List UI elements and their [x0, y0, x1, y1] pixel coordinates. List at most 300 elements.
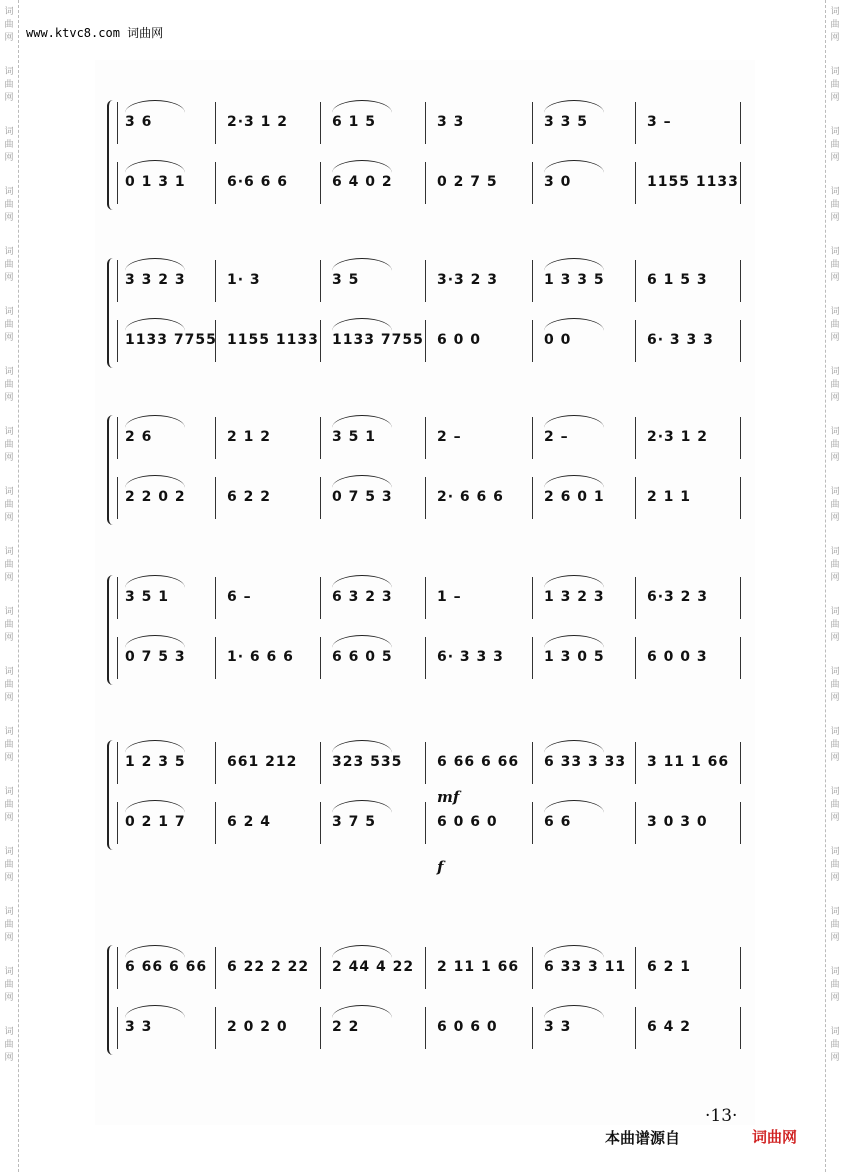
side-watermark-char: 曲 [4, 980, 14, 990]
side-watermark [0, 786, 18, 825]
slur-mark [125, 635, 185, 648]
bar-line [635, 477, 636, 519]
lower-measure: 2 2 [332, 1019, 360, 1035]
side-watermark-char: 网 [4, 153, 14, 163]
side-watermark-char: 词 [4, 667, 14, 677]
bar-line [635, 802, 636, 844]
side-watermark [826, 186, 844, 225]
music-score [95, 60, 755, 1125]
side-watermark-char: 词 [830, 907, 840, 917]
bar-line [425, 320, 426, 362]
side-watermark [826, 486, 844, 525]
side-watermark-char: 曲 [830, 620, 840, 630]
bar-line [740, 162, 741, 204]
bar-line [320, 947, 321, 989]
side-watermark [826, 546, 844, 585]
bar-line [320, 1007, 321, 1049]
side-watermark [826, 666, 844, 705]
bar-line [320, 162, 321, 204]
staff-brace [107, 740, 117, 850]
lower-measure: 6· 3 3 3 [437, 649, 504, 665]
score-system [95, 405, 755, 555]
side-watermark [0, 606, 18, 645]
bar-line [532, 742, 533, 784]
side-watermark-char: 词 [4, 967, 14, 977]
side-watermark-char: 曲 [4, 380, 14, 390]
lower-measure: 3 3 [544, 1019, 572, 1035]
side-watermark-char: 曲 [830, 80, 840, 90]
staff-brace [107, 258, 117, 368]
side-watermark-char: 词 [830, 607, 840, 617]
side-watermark-char: 词 [830, 1027, 840, 1037]
side-watermark-char: 网 [4, 633, 14, 643]
bar-line [117, 477, 118, 519]
bar-line [215, 417, 216, 459]
side-watermark-char: 网 [830, 813, 840, 823]
side-watermark-char: 词 [830, 7, 840, 17]
bar-line [215, 577, 216, 619]
bar-line [635, 1007, 636, 1049]
bar-line [740, 742, 741, 784]
upper-measure: 2 1 2 [227, 429, 271, 445]
bar-line [320, 637, 321, 679]
side-watermark-char: 曲 [4, 560, 14, 570]
side-watermark-char: 网 [830, 333, 840, 343]
side-watermark [826, 366, 844, 405]
upper-measure: 661 212 [227, 754, 298, 770]
side-watermark-char: 词 [4, 67, 14, 77]
side-watermark-char: 网 [830, 993, 840, 1003]
side-watermark-char: 词 [4, 1027, 14, 1037]
side-watermark-char: 网 [830, 573, 840, 583]
bar-line [740, 417, 741, 459]
lower-measure: 1133 7755 [332, 332, 424, 348]
side-watermark-char: 词 [830, 967, 840, 977]
bar-line [215, 260, 216, 302]
upper-measure: 6 66 6 66 [437, 754, 520, 770]
upper-measure: 1 2 3 5 [125, 754, 186, 770]
bar-line [425, 637, 426, 679]
lower-measure: 1· 6 6 6 [227, 649, 294, 665]
bar-line [740, 260, 741, 302]
bar-line [635, 742, 636, 784]
bar-line [740, 477, 741, 519]
bar-line [635, 637, 636, 679]
bar-line [215, 947, 216, 989]
slur-mark [544, 635, 604, 648]
side-watermark-char: 词 [4, 727, 14, 737]
lower-measure: 1133 7755 [125, 332, 217, 348]
bar-line [740, 577, 741, 619]
side-watermark [0, 66, 18, 105]
slur-mark [544, 258, 604, 271]
bar-line [740, 802, 741, 844]
slur-mark [332, 318, 392, 331]
side-watermark-char: 曲 [830, 980, 840, 990]
side-watermark-char: 曲 [830, 920, 840, 930]
staff-brace [107, 100, 117, 210]
side-watermark-char: 网 [830, 753, 840, 763]
side-watermark-char: 曲 [4, 200, 14, 210]
lower-measure: 0 7 5 3 [125, 649, 186, 665]
slur-mark [332, 415, 392, 428]
bar-line [215, 742, 216, 784]
side-watermark-char: 词 [4, 307, 14, 317]
side-watermark-char: 网 [830, 273, 840, 283]
bar-line [117, 1007, 118, 1049]
side-watermark-char: 网 [4, 213, 14, 223]
bar-line [425, 742, 426, 784]
side-watermark-char: 曲 [830, 140, 840, 150]
side-watermark-char: 曲 [830, 740, 840, 750]
bar-line [532, 477, 533, 519]
bar-line [532, 577, 533, 619]
side-watermark-char: 网 [4, 273, 14, 283]
side-watermark-char: 曲 [830, 500, 840, 510]
side-watermark-char: 词 [830, 247, 840, 257]
side-watermark-char: 曲 [830, 680, 840, 690]
bar-line [425, 577, 426, 619]
side-watermark-char: 词 [4, 787, 14, 797]
side-watermark-char: 词 [830, 67, 840, 77]
lower-measure: 0 1 3 1 [125, 174, 186, 190]
slur-mark [544, 945, 604, 958]
lower-measure: 3 0 [544, 174, 572, 190]
lower-measure: 6 0 0 3 [647, 649, 708, 665]
bar-line [117, 742, 118, 784]
bar-line [215, 802, 216, 844]
side-watermark [0, 966, 18, 1005]
bar-line [320, 260, 321, 302]
side-watermark-char: 网 [4, 873, 14, 883]
side-watermark-char: 曲 [830, 200, 840, 210]
bar-line [635, 260, 636, 302]
bar-line [740, 947, 741, 989]
side-watermark-char: 网 [830, 93, 840, 103]
slur-mark [125, 160, 185, 173]
upper-measure: 2 – [437, 429, 462, 445]
side-watermark-char: 曲 [4, 320, 14, 330]
lower-measure: 6· 3 3 3 [647, 332, 714, 348]
side-watermark-char: 网 [830, 393, 840, 403]
upper-measure: 3 3 5 [544, 114, 588, 130]
lower-measure: 0 2 7 5 [437, 174, 498, 190]
bar-line [532, 162, 533, 204]
side-watermark-char: 曲 [4, 680, 14, 690]
upper-measure: 3 3 [437, 114, 465, 130]
upper-measure: 323 535 [332, 754, 403, 770]
side-watermark-char: 曲 [830, 20, 840, 30]
bar-line [320, 320, 321, 362]
side-watermark-char: 网 [4, 753, 14, 763]
upper-measure: 6 2 1 [647, 959, 691, 975]
slur-mark [332, 1005, 392, 1018]
upper-measure: 2 6 [125, 429, 153, 445]
upper-measure: 6 1 5 [332, 114, 376, 130]
side-watermark-char: 网 [830, 33, 840, 43]
slur-mark [544, 575, 604, 588]
side-watermark-char: 曲 [830, 320, 840, 330]
side-watermark [826, 6, 844, 45]
slur-mark [332, 740, 392, 753]
score-system [95, 730, 755, 880]
lower-measure: 0 0 [544, 332, 572, 348]
upper-measure: 2 44 4 22 [332, 959, 415, 975]
side-watermark-char: 曲 [4, 800, 14, 810]
footer-site-link[interactable]: 词曲网 [752, 1128, 798, 1146]
bar-line [635, 577, 636, 619]
side-watermark-char: 网 [830, 153, 840, 163]
slur-mark [544, 740, 604, 753]
side-watermark-char: 词 [4, 187, 14, 197]
upper-measure: 6·3 2 3 [647, 589, 709, 605]
upper-measure: 6 3 2 3 [332, 589, 393, 605]
side-watermark-char: 网 [4, 453, 14, 463]
side-watermark-char: 曲 [830, 380, 840, 390]
side-watermark [826, 306, 844, 345]
side-watermark-char: 网 [830, 633, 840, 643]
slur-mark [125, 415, 185, 428]
lower-measure: 2 0 2 0 [227, 1019, 288, 1035]
staff-brace [107, 575, 117, 685]
side-watermark-char: 网 [4, 573, 14, 583]
side-watermark-char: 网 [4, 693, 14, 703]
side-watermark [826, 1026, 844, 1065]
lower-measure: 6 0 0 [437, 332, 481, 348]
bar-line [117, 260, 118, 302]
upper-measure: 6 22 2 22 [227, 959, 310, 975]
bar-line [635, 102, 636, 144]
side-watermark-char: 词 [4, 847, 14, 857]
side-watermark-char: 曲 [4, 740, 14, 750]
side-watermark-char: 曲 [830, 1040, 840, 1050]
side-watermark [0, 426, 18, 465]
upper-measure: 2·3 1 2 [227, 114, 289, 130]
bar-line [320, 102, 321, 144]
upper-measure: 6 66 6 66 [125, 959, 208, 975]
slur-mark [332, 575, 392, 588]
bar-line [532, 947, 533, 989]
lower-measure: 6·6 6 6 [227, 174, 289, 190]
bar-line [117, 947, 118, 989]
slur-mark [332, 475, 392, 488]
upper-measure: 2 – [544, 429, 569, 445]
side-watermark-char: 词 [830, 667, 840, 677]
slur-mark [544, 100, 604, 113]
side-watermark [0, 546, 18, 585]
side-watermark-char: 词 [4, 427, 14, 437]
side-watermark-char: 网 [830, 693, 840, 703]
slur-mark [332, 635, 392, 648]
side-watermark-char: 曲 [4, 260, 14, 270]
side-watermark [826, 426, 844, 465]
side-watermark-char: 词 [4, 367, 14, 377]
score-system [95, 935, 755, 1085]
side-watermark [0, 186, 18, 225]
bar-line [215, 477, 216, 519]
bar-line [320, 477, 321, 519]
slur-mark [332, 800, 392, 813]
watermark-url: www.ktvc8.com 词曲网 [26, 26, 164, 40]
side-watermark [826, 126, 844, 165]
side-watermark [0, 726, 18, 765]
footer-source-text: 本曲谱源自 [605, 1129, 681, 1147]
side-watermark [0, 246, 18, 285]
score-system [95, 90, 755, 240]
slur-mark [125, 475, 185, 488]
side-watermark-char: 网 [4, 513, 14, 523]
bar-line [425, 802, 426, 844]
staff-brace [107, 415, 117, 525]
upper-measure: 3 3 2 3 [125, 272, 186, 288]
side-watermark [0, 486, 18, 525]
side-watermark-char: 词 [4, 7, 14, 17]
upper-measure: 1· 3 [227, 272, 261, 288]
lower-measure: 0 2 1 7 [125, 814, 186, 830]
side-watermark-char: 曲 [830, 860, 840, 870]
bar-line [532, 1007, 533, 1049]
bar-line [635, 947, 636, 989]
side-watermark-char: 词 [830, 787, 840, 797]
bar-line [425, 477, 426, 519]
upper-measure: 3 5 [332, 272, 360, 288]
side-watermark-char: 词 [830, 427, 840, 437]
side-watermark-char: 网 [830, 513, 840, 523]
bar-line [215, 637, 216, 679]
side-watermark-char: 网 [4, 393, 14, 403]
side-watermark-char: 网 [830, 933, 840, 943]
bar-line [532, 320, 533, 362]
bar-line [532, 637, 533, 679]
side-watermark-char: 词 [830, 367, 840, 377]
slur-mark [125, 740, 185, 753]
bar-line [320, 802, 321, 844]
upper-measure: 2 11 1 66 [437, 959, 520, 975]
side-watermark-char: 网 [830, 1053, 840, 1063]
side-watermark-char: 网 [4, 333, 14, 343]
upper-measure: 6 – [227, 589, 252, 605]
side-watermark-char: 曲 [4, 920, 14, 930]
bar-line [532, 260, 533, 302]
side-watermark [0, 306, 18, 345]
upper-measure: 3 – [647, 114, 672, 130]
side-watermark-char: 词 [830, 727, 840, 737]
bar-line [425, 417, 426, 459]
side-watermark [0, 126, 18, 165]
side-watermark-char: 曲 [4, 140, 14, 150]
slur-mark [544, 475, 604, 488]
slur-mark [125, 318, 185, 331]
side-watermark [0, 666, 18, 705]
lower-measure: 6 6 0 5 [332, 649, 393, 665]
lower-measure: 6 0 6 0 [437, 814, 498, 830]
slur-mark [332, 160, 392, 173]
slur-mark [125, 800, 185, 813]
dynamic-marking-lower: f [437, 858, 444, 876]
staff-brace [107, 945, 117, 1055]
bar-line [532, 102, 533, 144]
side-watermark-char: 词 [4, 907, 14, 917]
side-watermark [826, 966, 844, 1005]
bar-line [635, 320, 636, 362]
side-watermark-char: 网 [830, 453, 840, 463]
side-watermark [826, 66, 844, 105]
side-watermark [826, 246, 844, 285]
side-watermark-char: 词 [830, 847, 840, 857]
upper-measure: 2·3 1 2 [647, 429, 709, 445]
side-watermark [0, 846, 18, 885]
side-watermark-char: 网 [4, 993, 14, 1003]
bar-line [425, 162, 426, 204]
bar-line [425, 102, 426, 144]
bar-line [532, 417, 533, 459]
lower-measure: 6 2 2 [227, 489, 271, 505]
slur-mark [544, 160, 604, 173]
lower-measure: 6 0 6 0 [437, 1019, 498, 1035]
page-number: ·13· [705, 1106, 738, 1126]
slur-mark [332, 100, 392, 113]
bar-line [117, 802, 118, 844]
bar-line [740, 320, 741, 362]
side-watermark-char: 网 [830, 873, 840, 883]
lower-measure: 6 6 [544, 814, 572, 830]
side-watermark [826, 606, 844, 645]
side-watermark-char: 网 [4, 813, 14, 823]
bar-line [117, 417, 118, 459]
slur-mark [544, 415, 604, 428]
upper-measure: 3 5 1 [332, 429, 376, 445]
side-watermark-char: 词 [830, 307, 840, 317]
side-watermark-char: 网 [830, 213, 840, 223]
lower-measure: 2 6 0 1 [544, 489, 605, 505]
side-watermark-char: 曲 [4, 860, 14, 870]
upper-measure: 6 1 5 3 [647, 272, 708, 288]
side-watermark-char: 词 [830, 487, 840, 497]
bar-line [740, 637, 741, 679]
side-watermark-char: 词 [4, 547, 14, 557]
side-watermark-char: 网 [4, 33, 14, 43]
bar-line [117, 320, 118, 362]
slur-mark [125, 945, 185, 958]
side-watermark-char: 网 [4, 93, 14, 103]
side-watermark-char: 曲 [4, 500, 14, 510]
side-watermark [826, 786, 844, 825]
side-watermark-char: 词 [4, 127, 14, 137]
bar-line [425, 260, 426, 302]
slur-mark [125, 575, 185, 588]
bar-line [117, 102, 118, 144]
side-watermark-char: 曲 [830, 560, 840, 570]
upper-measure: 3·3 2 3 [437, 272, 499, 288]
bar-line [117, 637, 118, 679]
side-watermark-char: 曲 [4, 620, 14, 630]
lower-measure: 2· 6 6 6 [437, 489, 504, 505]
slur-mark [332, 945, 392, 958]
lower-measure: 2 1 1 [647, 489, 691, 505]
side-watermark [826, 726, 844, 765]
side-watermark-char: 曲 [4, 1040, 14, 1050]
lower-measure: 1 3 0 5 [544, 649, 605, 665]
upper-measure: 6 33 3 33 [544, 754, 627, 770]
side-watermark [0, 6, 18, 45]
slur-mark [332, 258, 392, 271]
side-watermark-char: 曲 [4, 80, 14, 90]
bar-line [635, 417, 636, 459]
lower-measure: 6 2 4 [227, 814, 271, 830]
side-watermark-char: 曲 [4, 440, 14, 450]
bar-line [740, 1007, 741, 1049]
slur-mark [125, 1005, 185, 1018]
